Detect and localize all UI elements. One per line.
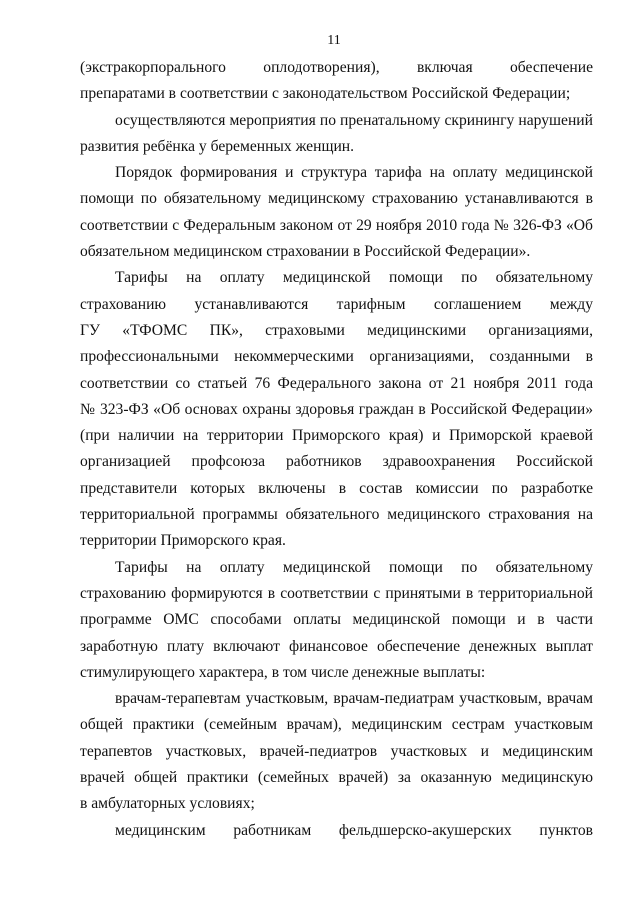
text-line: организацией профсоюза работников здравоохранения Российской: [80, 453, 593, 471]
text-line: профессиональными некоммерческими организациями, созданными в: [80, 348, 593, 366]
text-line: соответствии со статьей 76 Федерального закона от 21 ноября 2011 года: [80, 374, 593, 392]
text-line: препаратами в соответствии с законодательством Российской Федерации;: [80, 85, 571, 103]
page-number: 11: [327, 33, 341, 48]
text-line: Порядок формирования и структура тарифа на оплату медицинской: [115, 164, 593, 182]
text-line: представители которых включены в состав комиссии по разработке: [80, 479, 593, 497]
text-line: страхованию устанавливаются тарифным соглашением между: [80, 295, 593, 313]
text-line: помощи по обязательному медицинскому страхованию устанавливаются в: [80, 190, 593, 208]
text-line: медицинским работникам фельдшерско-акушерских пунктов: [115, 821, 593, 839]
text-line: обязательном медицинском страховании в Российской Федерации».: [80, 243, 531, 261]
text-line: соответствии с Федеральным законом от 29 ноября 2010 года № 326-ФЗ «Об: [80, 216, 593, 234]
text-line: (при наличии на территории Приморского края) и Приморской краевой: [80, 427, 593, 445]
text-line: развития ребёнка у беременных женщин.: [80, 137, 355, 155]
text-line: врачей общей практики (семейных врачей) за оказанную медицинскую: [80, 769, 593, 787]
body-text: [80, 55, 593, 844]
text-line: общей практики (семейным врачам), медицинским сестрам участковым: [80, 716, 593, 734]
text-line: терапевтов участковых, врачей-педиатров участковых и медицинским: [80, 742, 593, 760]
text-line: страхованию формируются в соответствии с принятыми в территориальной: [80, 584, 593, 602]
text-line: (экстракорпорального оплодотворения), включая обеспечение: [80, 59, 593, 76]
text-line: территории Приморского края.: [80, 532, 286, 550]
text-line: заработную плату включают финансовое обеспечение денежных выплат: [80, 637, 593, 655]
text-line: территориальной программы обязательного медицинского страхования на: [80, 506, 593, 524]
text-line: в амбулаторных условиях;: [80, 795, 255, 813]
text-line: программе ОМС способами оплаты медицинской помощи и в части: [80, 611, 593, 629]
text-line: врачам-терапевтам участковым, врачам-педиатрам участковым, врачам: [115, 690, 593, 708]
text-line: Тарифы на оплату медицинской помощи по обязательному: [115, 558, 593, 576]
text-line: стимулирующего характера, в том числе денежные выплаты:: [80, 663, 486, 681]
text-line: осуществляются мероприятия по пренатальному скринингу нарушений: [115, 111, 593, 129]
text-line: ГУ «ТФОМС ПК», страховыми медицинскими организациями,: [80, 321, 593, 339]
text-line: Тарифы на оплату медицинской помощи по обязательному: [115, 269, 593, 287]
text-line: № 323-ФЗ «Об основах охраны здоровья граждан в Российской Федерации»: [80, 400, 593, 418]
